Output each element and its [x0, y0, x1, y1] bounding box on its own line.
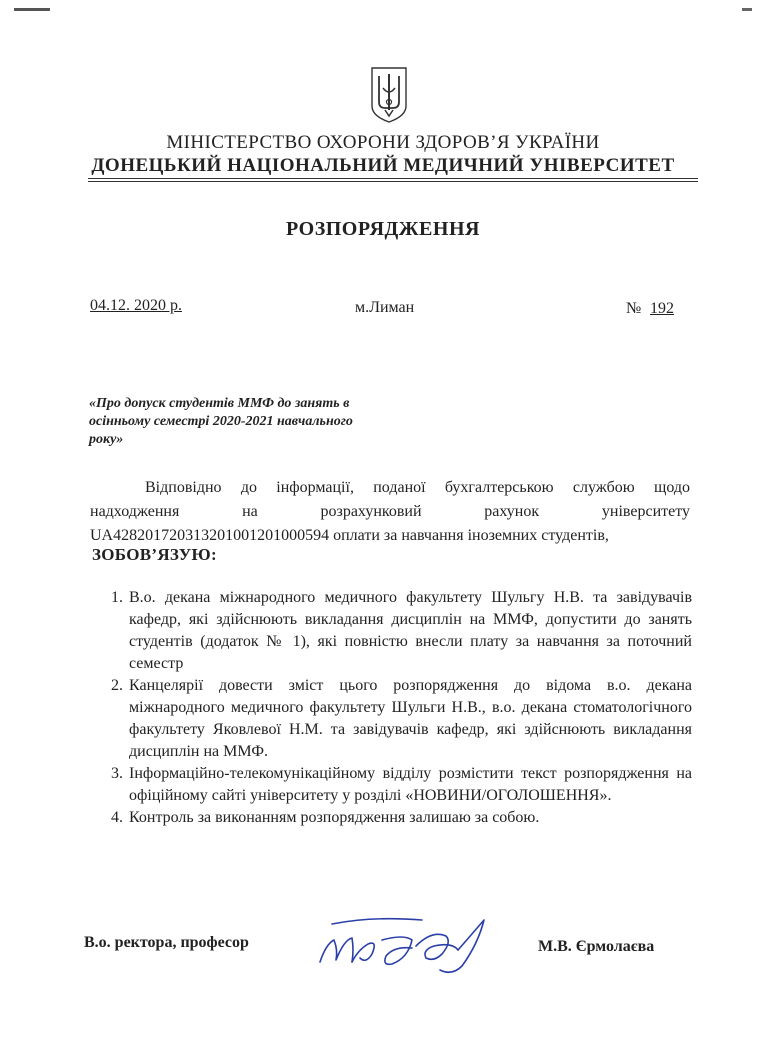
list-item — [104, 675, 692, 763]
item-text: Інформаційно-телекомунікаційному відділу розмістити текст розпорядження на офіційному сайті університету у розділі «НОВИНИ/ОГОЛОШЕННЯ». — [129, 765, 692, 804]
document-title: РОЗПОРЯДЖЕННЯ — [286, 218, 480, 240]
list-item — [104, 587, 692, 675]
ministry-name: МІНІСТЕРСТВО ОХОРОНИ ЗДОРОВ’Я УКРАЇНИ — [166, 132, 600, 153]
header-divider — [88, 178, 698, 179]
document-subject: «Про допуск студентів ММФ до занять в осінньому семестрі 2020-2021 навчального року» — [89, 396, 353, 447]
item-number: 1. — [111, 589, 123, 606]
header-divider — [88, 181, 698, 182]
signatory-name: М.В. Єрмолаєва — [538, 938, 655, 955]
item-number: 4. — [111, 809, 123, 826]
item-text: В.о. декана міжнародного медичного факультету Шульгу Н.В. та завідувачів кафедр, які здійснюють викладання дисциплін на ММФ, допустити до занять студентів (додаток № 1), які повністю внесли плату за навчання за поточний семестр — [129, 589, 692, 672]
list-item — [104, 807, 692, 829]
preamble-line: Відповідно до інформації, поданої бухгалтерською службою щодо — [145, 479, 690, 496]
item-text: Контроль за виконанням розпорядження залишаю за собою. — [129, 809, 540, 826]
trident-emblem-icon — [369, 66, 409, 124]
preamble-line: надходження на розрахунковий рахунок університету — [90, 503, 690, 520]
list-item — [104, 763, 692, 807]
document-date: 04.12. 2020 р. — [90, 297, 182, 314]
item-number: 3. — [111, 765, 123, 782]
order-items-list — [104, 587, 692, 829]
obligation-heading: ЗОБОВ’ЯЗУЮ: — [92, 545, 217, 564]
scan-mark — [742, 8, 752, 11]
document-city: м.Лиман — [355, 299, 415, 316]
document-number-label: № — [626, 300, 642, 317]
signatory-position: В.о. ректора, професор — [84, 934, 249, 951]
scan-mark — [14, 8, 50, 11]
preamble — [90, 476, 690, 548]
document-number: 192 — [650, 300, 674, 317]
handwritten-signature — [312, 910, 502, 980]
preamble-line: UA428201720313201001201000594 оплати за навчання іноземних студентів, — [90, 527, 609, 544]
university-name: ДОНЕЦЬКИЙ НАЦІОНАЛЬНИЙ МЕДИЧНИЙ УНІВЕРСИТЕТ — [91, 155, 675, 176]
item-number: 2. — [111, 677, 123, 694]
item-text: Канцелярії довести зміст цього розпорядження до відома в.о. декана міжнародного медичного факультету Шульги Н.В., в.о. декана стоматологічного факультету Яковлевої Н.М. та завідувачів кафедр, які здійснюють викладання дисциплін на ММФ. — [129, 677, 692, 760]
